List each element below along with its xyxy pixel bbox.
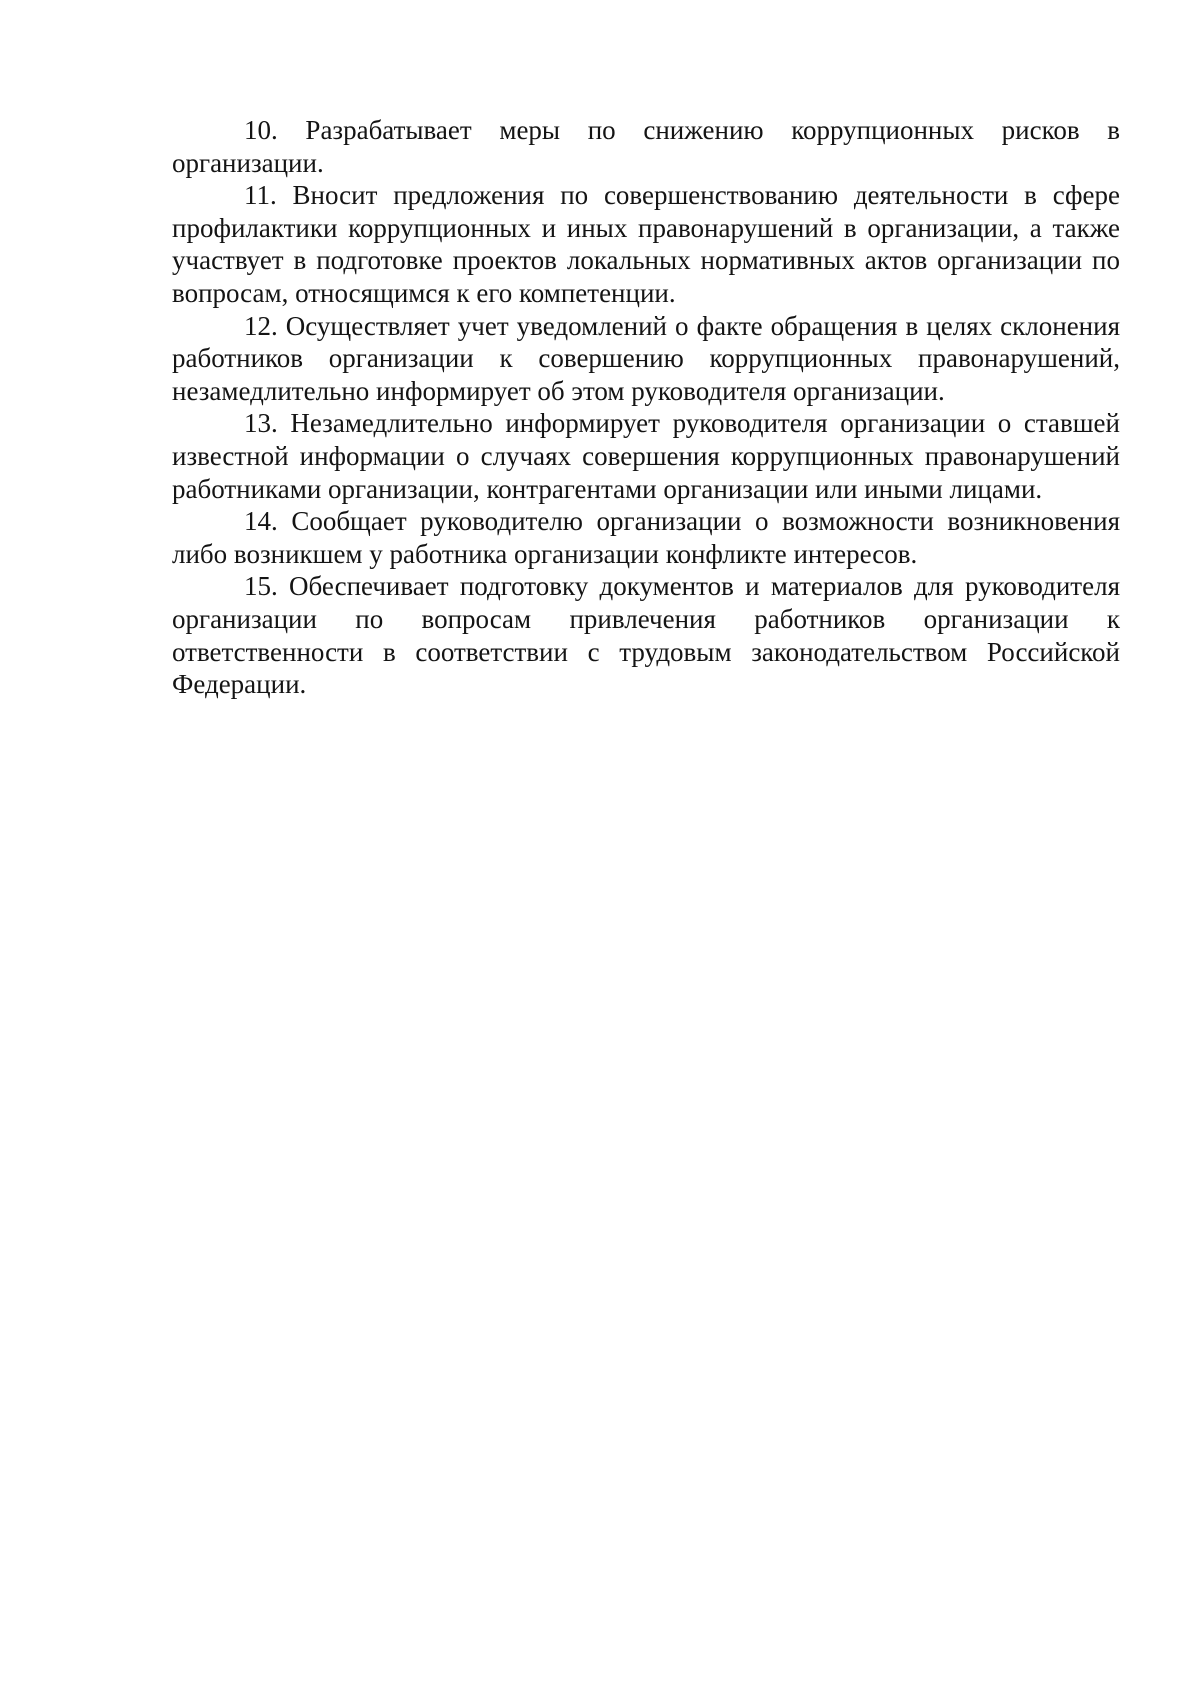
document-body — [172, 114, 1120, 701]
paragraph-number: 10. — [244, 115, 278, 145]
paragraph-10 — [172, 114, 1120, 179]
paragraph-number: 14. — [244, 506, 278, 537]
paragraph-12 — [172, 310, 1120, 408]
paragraph-number: 11. — [244, 180, 277, 211]
paragraph-14 — [172, 505, 1120, 570]
paragraph-text: Обеспечивает подготовку документов и материалов для руководителя организации по вопросам привлечения работников организации к ответственности в соответствии с трудовым законодательством Российской Федерации. — [172, 571, 1120, 700]
paragraph-text: Осуществляет учет уведомлений о факте обращения в целях склонения работников организации к совершению коррупционных правонарушений, незамедлительно информирует об этом руководителя организации. — [172, 310, 1121, 406]
paragraph-text: Незамедлительно информирует руководителя организации о ставшей известной информации о случаях совершения коррупционных правонарушений работниками организации, контрагентами организации или иными лицами. — [172, 408, 1120, 504]
paragraph-number: 13. — [244, 408, 278, 439]
paragraph-15 — [172, 570, 1120, 700]
paragraph-text: Разрабатывает меры по снижению коррупционных рисков в организации. — [172, 115, 1121, 178]
paragraph-13 — [172, 407, 1120, 505]
paragraph-text: Вносит предложения по совершенствованию деятельности в сфере профилактики коррупционных и иных правонарушений в организации, а также участвует в подготовке проектов локальных нормативных актов организации по вопросам, относящимся к его компетенции. — [172, 180, 1120, 308]
paragraph-text: Сообщает руководителю организации о возможности возникновения либо возникшем у работника организации конфликте интересов. — [172, 506, 1121, 569]
paragraph-number: 12. — [244, 310, 278, 341]
paragraph-number: 15. — [244, 571, 278, 602]
paragraph-11 — [172, 179, 1120, 309]
